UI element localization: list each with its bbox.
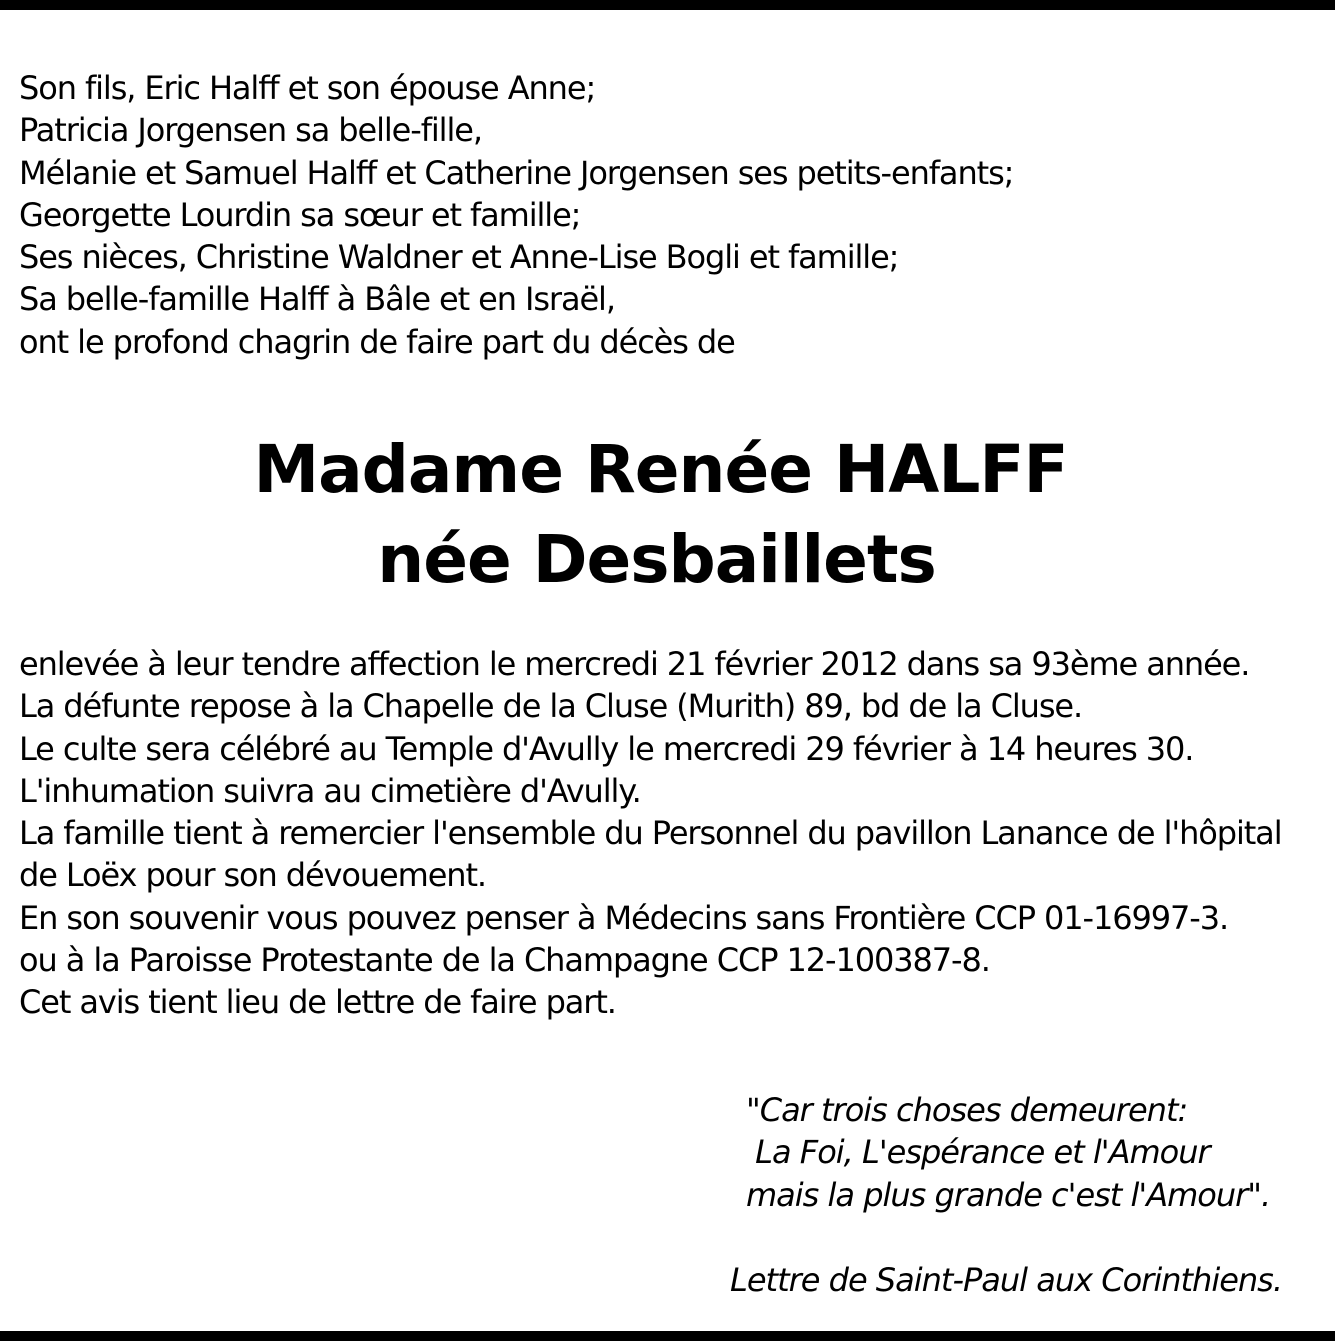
family-announcement: [19, 67, 1013, 363]
scripture-quote: [746, 1089, 1270, 1216]
family-line: ont le profond chagrin de faire part du décès de: [19, 322, 735, 361]
detail-line: En son souvenir vous pouvez penser à Médecins sans Frontière CCP 01-16997-3.: [19, 898, 1229, 937]
detail-line: ou à la Paroisse Protestante de la Champagne CCP 12-100387-8.: [19, 941, 990, 980]
deceased-maiden-name: née Desbaillets: [377, 521, 936, 598]
detail-line: Le culte sera célébré au Temple d'Avully le mercredi 29 février à 14 heures 30.: [19, 729, 1194, 768]
detail-line: La défunte repose à la Chapelle de la Cluse (Murith) 89, bd de la Cluse.: [19, 687, 1083, 726]
family-line: Son fils, Eric Halff et son épouse Anne;: [19, 69, 596, 107]
top-border-rule: [0, 0, 1335, 10]
bottom-border-rule: [0, 1331, 1335, 1341]
detail-line: enlevée à leur tendre affection le mercredi 21 février 2012 dans sa 93ème année.: [19, 645, 1250, 683]
detail-line: Cet avis tient lieu de lettre de faire part.: [19, 983, 616, 1022]
family-line: Mélanie et Samuel Halff et Catherine Jorgensen ses petits-enfants;: [19, 153, 1014, 192]
quote-line: "Car trois choses demeurent:: [746, 1091, 1188, 1129]
deceased-name: Madame Renée HALFF: [253, 431, 1068, 508]
citation-text: Lettre de Saint-Paul aux Corinthiens.: [730, 1261, 1283, 1299]
family-line: Sa belle-famille Halff à Bâle et en Israël,: [19, 280, 615, 319]
quote-line: La Foi, L'espérance et l'Amour: [746, 1133, 1210, 1172]
deceased-name-heading: [0, 425, 1335, 605]
quote-line: mais la plus grande c'est l'Amour".: [746, 1175, 1271, 1214]
quote-citation: [730, 1259, 1282, 1301]
family-line: Ses nièces, Christine Waldner et Anne-Lise Bogli et famille;: [19, 238, 899, 277]
family-line: Patricia Jorgensen sa belle-fille,: [19, 111, 482, 150]
detail-line: de Loëx pour son dévouement.: [19, 856, 486, 895]
funeral-details: [19, 643, 1282, 1024]
family-line: Georgette Lourdin sa sœur et famille;: [19, 195, 581, 234]
detail-line: L'inhumation suivra au cimetière d'Avully.: [19, 771, 641, 810]
detail-line: La famille tient à remercier l'ensemble du Personnel du pavillon Lanance de l'hôpital: [19, 814, 1282, 853]
